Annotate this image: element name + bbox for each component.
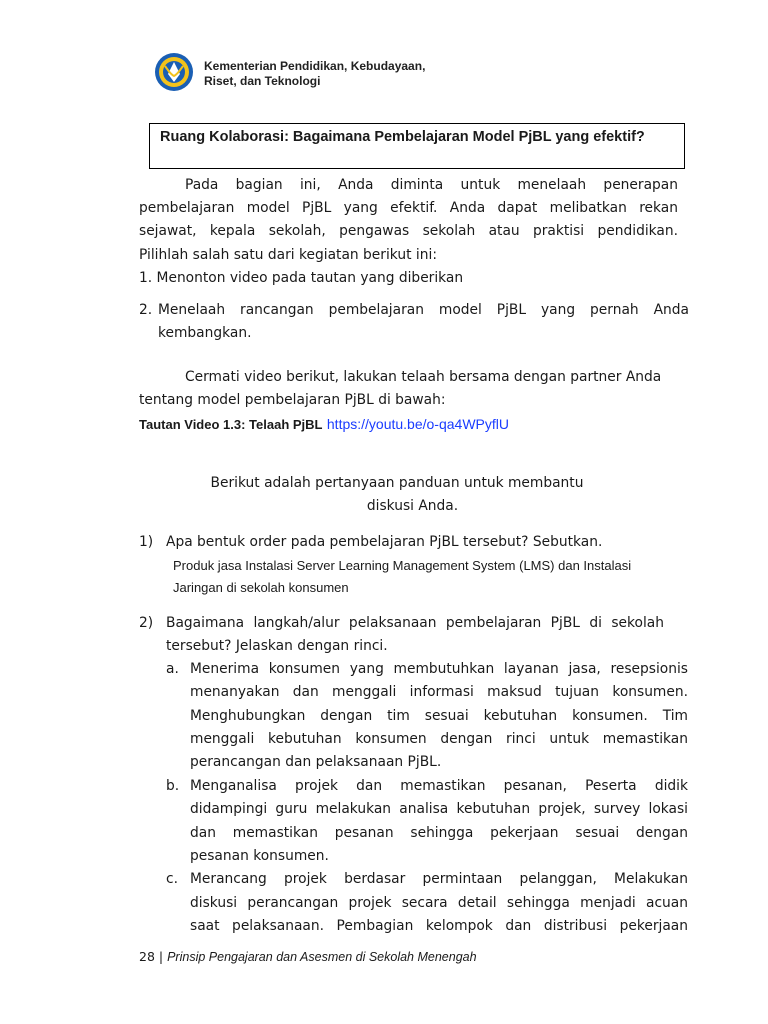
answer-b-line-2: didampingi guru melakukan analisa kebutuhan projek, survey lokasi <box>190 801 688 817</box>
page-footer <box>139 949 477 964</box>
answer-c-line-1: Merancang projek berdasar permintaan pelanggan, Melakukan <box>190 871 688 887</box>
question-1-number: 1) <box>139 534 154 550</box>
answer-a-line-5: perancangan dan pelaksanaan PjBL. <box>190 754 442 770</box>
activity-item-2-line-1: Menelaah rancangan pembelajaran model PjBL yang pernah Anda <box>158 302 689 318</box>
question-1-answer-line-2: Jaringan di sekolah konsumen <box>173 580 349 595</box>
answer-c-marker: c. <box>166 871 178 887</box>
video-link-label: Tautan Video 1.3: Telaah PjBL <box>139 417 323 432</box>
question-2-line-2: tersebut? Jelaskan dengan rinci. <box>166 638 388 654</box>
answer-b-marker: b. <box>166 778 180 794</box>
ministry-name <box>204 59 425 89</box>
answer-b-line-3: dan memastikan pesanan sehingga pekerjaan sesuai dengan <box>190 825 688 841</box>
intro-line-3: sejawat, kepala sekolah, pengawas sekolah atau praktisi pendidikan. <box>139 223 678 239</box>
tut-wuri-handayani-logo-icon <box>153 52 195 92</box>
question-2-line-1: Bagaimana langkah/alur pelaksanaan pembelajaran PjBL di sekolah <box>166 615 664 631</box>
footer-separator: | <box>158 949 164 964</box>
activity-item-2-number: 2. <box>139 302 153 318</box>
section-title: Ruang Kolaborasi: Bagaimana Pembelajaran Model PjBL yang efektif? <box>160 129 645 145</box>
intro-line-1: Pada bagian ini, Anda diminta untuk menelaah penerapan <box>185 177 678 193</box>
activity-item-2-line-2: kembangkan. <box>158 325 252 341</box>
question-1-answer-line-1: Produk jasa Instalasi Server Learning Management System (LMS) dan Instalasi <box>173 558 632 573</box>
video-line-2: tentang model pembelajaran PjBL di bawah: <box>139 392 446 408</box>
intro-line-4: Pilihlah salah satu dari kegiatan berikut ini: <box>139 247 437 263</box>
answer-b-line-1: Menganalisa projek dan memastikan pesanan, Peserta didik <box>190 778 688 794</box>
answer-a-line-3: Menghubungkan dengan tim sesuai kebutuhan konsumen. Tim <box>190 708 688 724</box>
book-title: Prinsip Pengajaran dan Asesmen di Sekolah Menengah <box>167 950 477 964</box>
page-number: 28 <box>139 949 155 964</box>
answer-b-line-4: pesanan konsumen. <box>190 848 329 864</box>
video-link[interactable]: https://youtu.be/o-qa4WPyflU <box>326 416 509 432</box>
intro-line-2: pembelajaran model PjBL yang efektif. Anda dapat melibatkan rekan <box>139 200 678 216</box>
answer-c-line-2: diskusi perancangan projek secara detail sehingga menjadi acuan <box>190 895 688 911</box>
document-header <box>153 52 453 92</box>
answer-c-line-3: saat pelaksanaan. Pembagian kelompok dan distribusi pekerjaan <box>190 918 688 934</box>
activity-item-1: 1. Menonton video pada tautan yang diberikan <box>139 270 464 286</box>
question-1-text: Apa bentuk order pada pembelajaran PjBL tersebut? Sebutkan. <box>166 534 603 550</box>
answer-a-line-2: menanyakan dan menggali informasi maksud tujuan konsumen. <box>190 684 688 700</box>
section-title-box <box>149 123 685 169</box>
guide-line-1: Berikut adalah pertanyaan panduan untuk membantu <box>210 475 584 491</box>
question-2-number: 2) <box>139 615 154 631</box>
answer-a-marker: a. <box>166 661 179 677</box>
ministry-line-1: Kementerian Pendidikan, Kebudayaan, <box>204 59 426 73</box>
video-link-row <box>139 413 509 437</box>
ministry-line-2: Riset, dan Teknologi <box>204 74 321 88</box>
video-line-1: Cermati video berikut, lakukan telaah bersama dengan partner Anda <box>185 369 662 385</box>
answer-a-line-1: Menerima konsumen yang membutuhkan layanan jasa, resepsionis <box>190 661 688 677</box>
answer-a-line-4: menggali kebutuhan konsumen dengan rinci untuk memastikan <box>190 731 688 747</box>
guide-line-2: diskusi Anda. <box>366 498 459 514</box>
